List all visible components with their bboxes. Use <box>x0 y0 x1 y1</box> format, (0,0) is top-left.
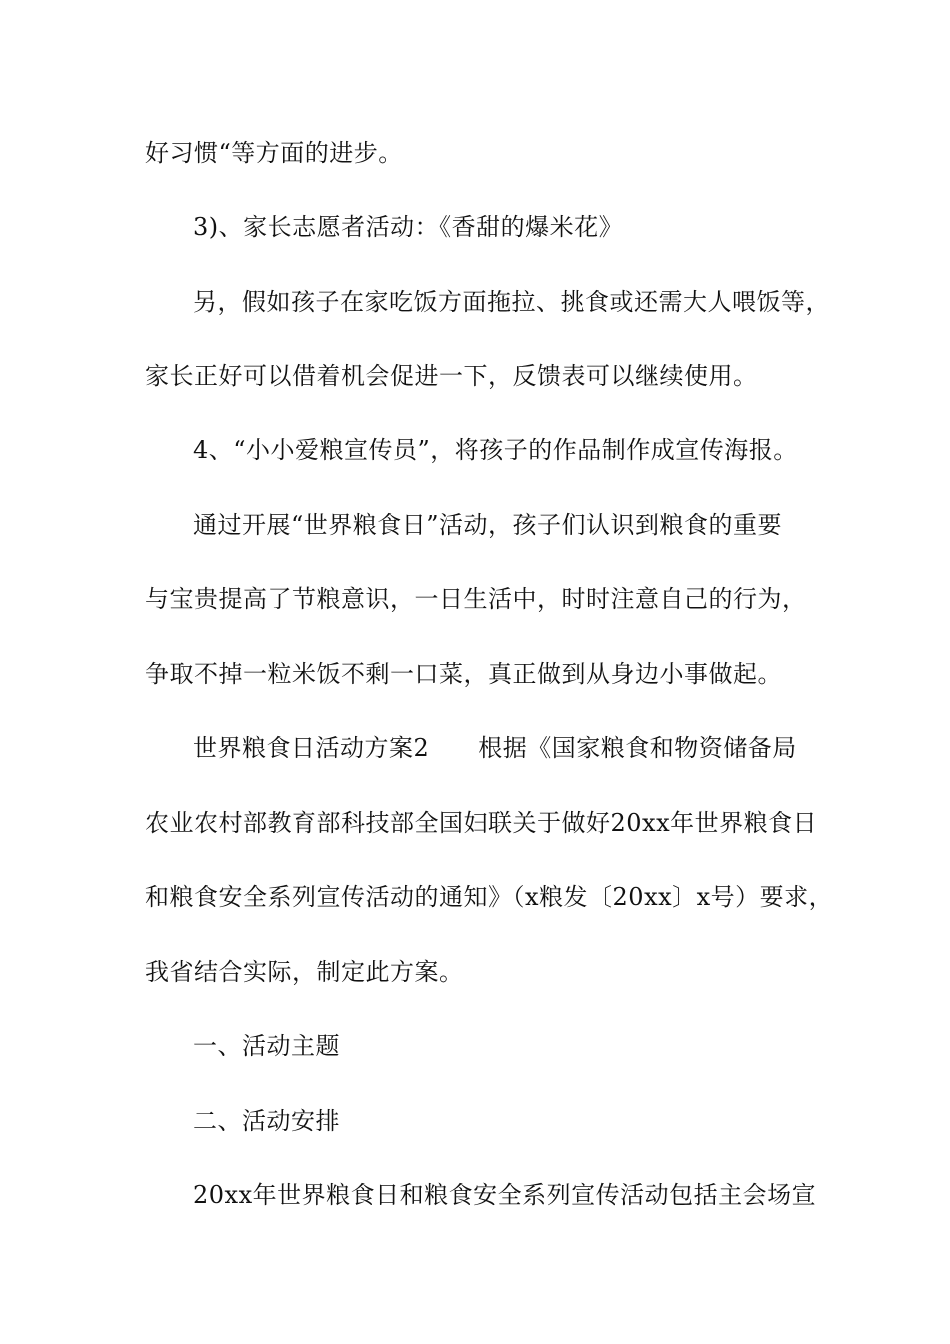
paragraph-line: 与宝贵提高了节粮意识，一日生活中，时时注意自己的行为， <box>145 585 807 613</box>
paragraph-line: 世界粮食日活动方案2 根据《国家粮食和物资储备局 <box>193 734 797 762</box>
paragraph-line: 好习惯“等方面的进步。 <box>145 139 403 167</box>
section-heading: 二、活动安排 <box>193 1107 340 1135</box>
paragraph-line: 另，假如孩子在家吃饭方面拖拉、挑食或还需大人喂饭等， <box>193 288 830 316</box>
paragraph-line: 家长正好可以借着机会促进一下，反馈表可以继续使用。 <box>145 362 758 390</box>
paragraph-line: 争取不掉一粒米饭不剩一口菜，真正做到从身边小事做起。 <box>145 660 782 688</box>
paragraph-line: 3)、家长志愿者活动：《香甜的爆米花》 <box>193 213 624 241</box>
paragraph-line: 4、“小小爱粮宣传员”，将孩子的作品制作成宣传海报。 <box>193 436 798 464</box>
section-heading: 一、活动主题 <box>193 1032 340 1060</box>
paragraph-line: 农业农村部教育部科技部全国妇联关于做好20xx年世界粮食日 <box>145 809 818 837</box>
paragraph-line: 和粮食安全系列宣传活动的通知》（x粮发〔20xx〕x号）要求， <box>145 883 834 911</box>
paragraph-line: 20xx年世界粮食日和粮食安全系列宣传活动包括主会场宣 <box>193 1181 817 1209</box>
paragraph-line: 通过开展“世界粮食日”活动，孩子们认识到粮食的重要 <box>193 511 783 539</box>
paragraph-line: 我省结合实际，制定此方案。 <box>145 958 464 986</box>
